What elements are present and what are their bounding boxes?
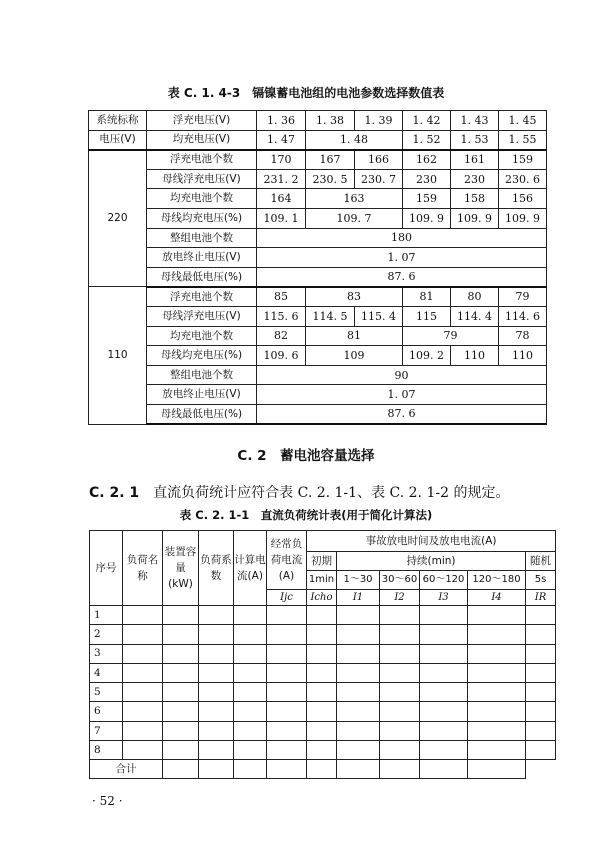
end-voltage-label: 放电终止电压(V) (147, 248, 257, 268)
float-count-cell: 79 (499, 287, 547, 307)
bus-equal-label: 母线均充电压(%) (147, 346, 257, 366)
table-row (90, 663, 556, 682)
table-cell (380, 625, 420, 644)
table-cell (163, 721, 199, 740)
equal-count-label: 均充电池个数 (147, 189, 257, 209)
table-cell (234, 702, 267, 721)
table-cell (380, 606, 420, 625)
bus-float-cell: 230. 6 (499, 169, 547, 189)
float-voltage-cell: 1. 39 (355, 111, 403, 131)
g110-equal-count-row (89, 326, 547, 346)
symbol-icho: Icho (307, 590, 337, 606)
table-cell (468, 721, 526, 740)
equal-voltage-cell: 1. 52 (403, 130, 451, 150)
bus-float-cell: 114. 6 (499, 306, 547, 326)
header-seq: 序号 (90, 531, 123, 606)
system-voltage-110: 110 (89, 287, 147, 424)
float-count-cell: 170 (257, 150, 306, 170)
table-row (90, 741, 556, 760)
row-number: 1 (90, 606, 123, 625)
float-count-cell: 161 (451, 150, 499, 170)
table-cell (307, 625, 337, 644)
symbol-ijc: Ijc (267, 590, 307, 606)
table-cell (526, 644, 556, 663)
bus-float-cell: 114. 5 (306, 306, 355, 326)
equal-voltage-label: 均充电压(V) (147, 130, 257, 150)
header-load-coefficient: 负荷系数 (199, 531, 234, 606)
float-count-label: 浮充电池个数 (147, 150, 257, 170)
table-cell (468, 702, 526, 721)
table-cell (526, 741, 556, 760)
g220-end-voltage-row (89, 248, 547, 268)
equal-count-cell: 163 (306, 189, 403, 209)
bus-equal-cell: 110 (451, 346, 499, 366)
dc-load-statistics-table (89, 530, 556, 779)
table-cell (199, 644, 234, 663)
table-cell (163, 702, 199, 721)
bus-float-label: 母线浮充电压(V) (147, 306, 257, 326)
bus-float-cell: 230. 5 (306, 169, 355, 189)
float-count-cell: 81 (403, 287, 451, 307)
table-cell (526, 721, 556, 740)
table-cell (307, 663, 337, 682)
row-number: 8 (90, 741, 123, 760)
sub-1min: 1min (307, 571, 337, 590)
table-cell (123, 606, 163, 625)
sub-60-120: 60～120 (420, 571, 468, 590)
table-cell (123, 663, 163, 682)
table-cell (163, 683, 199, 702)
equal-voltage-row (89, 130, 547, 150)
bus-equal-cell: 109. 1 (257, 208, 306, 228)
table-cell (307, 683, 337, 702)
end-voltage-cell: 1. 07 (257, 248, 547, 268)
equal-count-cell: 159 (403, 189, 451, 209)
float-voltage-row (89, 111, 547, 131)
header-initial: 初期 (307, 552, 337, 571)
clause-text: 直流负荷统计应符合表 C. 2. 1-1、表 C. 2. 1-2 的规定。 (153, 485, 510, 501)
table-cell (380, 702, 420, 721)
float-count-cell: 166 (355, 150, 403, 170)
symbol-i2: I2 (380, 590, 420, 606)
table-cell (267, 702, 307, 721)
table-cell (468, 683, 526, 702)
table-cell (234, 760, 267, 779)
table-cell (234, 625, 267, 644)
page-number: · 52 · (92, 794, 123, 808)
bus-float-cell: 230. 7 (355, 169, 403, 189)
table-cell (234, 606, 267, 625)
float-voltage-cell: 1. 38 (306, 111, 355, 131)
table-cell (199, 741, 234, 760)
float-count-label: 浮充电池个数 (147, 287, 257, 307)
header-capacity: 装置容量(kW) (163, 531, 199, 606)
header-calc-current: 计算电流(A) (234, 531, 267, 606)
end-voltage-cell: 1. 07 (257, 385, 547, 405)
table-cell (337, 625, 380, 644)
table-cell (163, 606, 199, 625)
clause-c-2-1 (89, 482, 509, 502)
total-count-label: 整组电池个数 (147, 228, 257, 248)
total-label: 合计 (90, 760, 163, 779)
table-cell (420, 721, 468, 740)
bus-float-cell: 115. 6 (257, 306, 306, 326)
bus-equal-cell: 109. 2 (403, 346, 451, 366)
row-number: 4 (90, 663, 123, 682)
table-cell (267, 741, 307, 760)
bus-float-label: 母线浮充电压(V) (147, 169, 257, 189)
equal-count-cell: 82 (257, 326, 306, 346)
table-cell (337, 663, 380, 682)
equal-voltage-cell: 1. 53 (451, 130, 499, 150)
table-row (90, 683, 556, 702)
total-count-cell: 90 (257, 365, 547, 385)
symbol-i4: I4 (468, 590, 526, 606)
g220-bus-equal-row (89, 208, 547, 228)
g110-min-bus-row (89, 404, 547, 424)
equal-count-label: 均充电池个数 (147, 326, 257, 346)
total-count-cell: 180 (257, 228, 547, 248)
table-cell (199, 721, 234, 740)
float-count-cell: 85 (257, 287, 306, 307)
equal-count-cell: 81 (306, 326, 403, 346)
g220-bus-float-row (89, 169, 547, 189)
float-count-cell: 80 (451, 287, 499, 307)
equal-voltage-cell: 1. 55 (499, 130, 547, 150)
g220-equal-count-row (89, 189, 547, 209)
sub-30-60: 30～60 (380, 571, 420, 590)
table-cell (199, 606, 234, 625)
table-cell (267, 760, 307, 779)
row-number: 7 (90, 721, 123, 740)
table2-body (90, 606, 556, 760)
table-cell (234, 741, 267, 760)
header-accident-discharge: 事故放电时间及放电电流(A) (307, 531, 556, 552)
table-cell (380, 741, 420, 760)
bus-equal-cell: 109 (306, 346, 403, 366)
table-cell (337, 606, 380, 625)
g220-float-count-row (89, 150, 547, 170)
g110-float-count-row (89, 287, 547, 307)
equal-count-cell: 78 (499, 326, 547, 346)
table-row (90, 606, 556, 625)
table-cell (199, 702, 234, 721)
g220-min-bus-row (89, 267, 547, 287)
table-cell (199, 625, 234, 644)
bus-float-cell: 230 (403, 169, 451, 189)
table-cell (123, 683, 163, 702)
bus-float-cell: 230 (451, 169, 499, 189)
bus-equal-cell: 109. 9 (403, 208, 451, 228)
table-cell (337, 741, 380, 760)
bus-equal-cell: 109. 9 (499, 208, 547, 228)
table2-caption: 表 C. 2. 1-1 直流负荷统计表(用于简化计算法) (179, 508, 433, 522)
bus-float-cell: 114. 4 (451, 306, 499, 326)
g220-total-row (89, 228, 547, 248)
table-cell (307, 606, 337, 625)
system-voltage-label-2: 电压(V) (89, 130, 147, 150)
table-cell (267, 644, 307, 663)
float-voltage-cell: 1. 36 (257, 111, 306, 131)
table-cell (380, 663, 420, 682)
float-count-cell: 167 (306, 150, 355, 170)
system-voltage-label-1: 系统标称 (89, 111, 147, 131)
table-cell (199, 683, 234, 702)
table-cell (526, 663, 556, 682)
table-row (90, 702, 556, 721)
table-cell (380, 721, 420, 740)
table-cell (267, 663, 307, 682)
table-cell (307, 644, 337, 663)
total-count-label: 整组电池个数 (147, 365, 257, 385)
table-cell (420, 663, 468, 682)
float-voltage-label: 浮充电压(V) (147, 111, 257, 131)
table-cell (163, 741, 199, 760)
header-duration: 持续(min) (337, 552, 526, 571)
sub-5s: 5s (526, 571, 556, 590)
table-cell (267, 625, 307, 644)
table-cell (468, 625, 526, 644)
g110-end-voltage-row (89, 385, 547, 405)
table-cell (526, 702, 556, 721)
table-row (90, 721, 556, 740)
table-row (90, 644, 556, 663)
bus-float-cell: 115. 4 (355, 306, 403, 326)
system-voltage-220: 220 (89, 150, 147, 287)
table-cell (234, 663, 267, 682)
table-cell (526, 683, 556, 702)
equal-count-cell: 158 (451, 189, 499, 209)
table-cell (307, 702, 337, 721)
bus-equal-label: 母线均充电压(%) (147, 208, 257, 228)
table-cell (420, 644, 468, 663)
table-cell (337, 683, 380, 702)
symbol-ir: IR (526, 590, 556, 606)
g110-total-row (89, 365, 547, 385)
table-cell (199, 663, 234, 682)
header-load-name: 负荷名称 (123, 531, 163, 606)
min-bus-label: 母线最低电压(%) (147, 404, 257, 424)
table-cell (420, 683, 468, 702)
row-number: 3 (90, 644, 123, 663)
float-count-cell: 162 (403, 150, 451, 170)
table-cell (123, 702, 163, 721)
equal-count-cell: 164 (257, 189, 306, 209)
table-cell (123, 644, 163, 663)
bus-equal-cell: 110 (499, 346, 547, 366)
bus-float-cell: 115 (403, 306, 451, 326)
table-cell (163, 625, 199, 644)
table1-caption: 表 C. 1. 4-3 镉镍蓄电池组的电池参数选择数值表 (167, 86, 445, 100)
table-cell (163, 644, 199, 663)
min-bus-label: 母线最低电压(%) (147, 267, 257, 287)
table-cell (163, 663, 199, 682)
table-cell (123, 721, 163, 740)
bus-equal-cell: 109. 7 (306, 208, 403, 228)
symbol-i1: I1 (337, 590, 380, 606)
table-cell (420, 606, 468, 625)
table-cell (420, 702, 468, 721)
table-cell (380, 683, 420, 702)
table-cell (234, 683, 267, 702)
bus-equal-cell: 109. 9 (451, 208, 499, 228)
sub-120-180: 120～180 (468, 571, 526, 590)
g110-bus-float-row (89, 306, 547, 326)
table-cell (307, 721, 337, 740)
table-cell (420, 760, 468, 779)
float-voltage-cell: 1. 43 (451, 111, 499, 131)
float-voltage-cell: 1. 45 (499, 111, 547, 131)
table-cell (267, 606, 307, 625)
g110-bus-equal-row (89, 346, 547, 366)
table-cell (420, 625, 468, 644)
bus-equal-cell: 109. 6 (257, 346, 306, 366)
min-bus-cell: 87. 6 (257, 404, 547, 424)
float-voltage-cell: 1. 42 (403, 111, 451, 131)
equal-count-cell: 79 (403, 326, 499, 346)
table-cell (307, 760, 337, 779)
table-cell (468, 606, 526, 625)
table-cell (468, 760, 526, 779)
table-cell (337, 644, 380, 663)
header-row-1 (90, 531, 556, 552)
table-cell (163, 760, 199, 779)
equal-count-cell: 156 (499, 189, 547, 209)
table-cell (337, 760, 380, 779)
header-normal-load-current: 经常负荷电流(A) (267, 531, 307, 590)
battery-parameter-table (88, 110, 547, 425)
table-cell (526, 625, 556, 644)
table-cell (380, 760, 420, 779)
total-row (90, 760, 556, 779)
end-voltage-label: 放电终止电压(V) (147, 385, 257, 405)
table-cell (526, 606, 556, 625)
row-number: 6 (90, 702, 123, 721)
table-cell (337, 702, 380, 721)
table-cell (199, 760, 234, 779)
table-cell (307, 741, 337, 760)
sub-1-30: 1～30 (337, 571, 380, 590)
table-cell (337, 721, 380, 740)
table-cell (123, 625, 163, 644)
symbol-i3: I3 (420, 590, 468, 606)
clause-number: C. 2. 1 (89, 485, 140, 501)
table-cell (234, 721, 267, 740)
table-cell (234, 644, 267, 663)
row-number: 5 (90, 683, 123, 702)
table-cell (468, 644, 526, 663)
section-heading: C. 2 蓄电池容量选择 (237, 448, 375, 464)
header-random: 随机 (526, 552, 556, 571)
table-cell (123, 741, 163, 760)
table-cell (420, 741, 468, 760)
table-cell (380, 644, 420, 663)
table-row (90, 625, 556, 644)
table-cell (267, 721, 307, 740)
bus-float-cell: 231. 2 (257, 169, 306, 189)
table-cell (267, 683, 307, 702)
table-cell (468, 663, 526, 682)
equal-voltage-cell: 1. 48 (306, 130, 403, 150)
row-number: 2 (90, 625, 123, 644)
float-count-cell: 159 (499, 150, 547, 170)
float-count-cell: 83 (306, 287, 403, 307)
table-cell (468, 741, 526, 760)
min-bus-cell: 87. 6 (257, 267, 547, 287)
equal-voltage-cell: 1. 47 (257, 130, 306, 150)
